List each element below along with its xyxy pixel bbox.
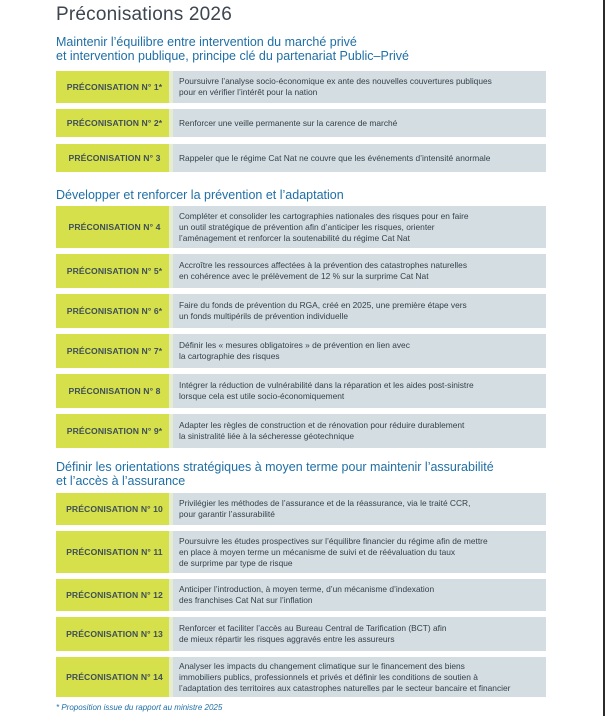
section-heading-3: Définir les orientations stratégiques à moyen terme pour maintenir l’assurabilité et l’accès à l’assurance [56,460,494,488]
recommendation-row-3 [56,144,546,172]
recommendation-label: PRÉCONISATION N° 8 [56,374,173,408]
recommendation-label: PRÉCONISATION N° 6* [56,294,173,328]
recommendation-row-10 [56,493,546,525]
recommendation-text-content: Faire du fonds de prévention du RGA, créé en 2025, une première étape vers un fonds multipérils de prévention individuelle [179,300,467,321]
recommendation-label: PRÉCONISATION N° 7* [56,334,173,368]
recommendation-row-6 [56,294,546,328]
recommendation-label: PRÉCONISATION N° 1* [56,71,173,103]
recommendation-text-content: Poursuivre l’analyse socio-économique ex ante des nouvelles couvertures publiques pour en vérifier l’intérêt pour la nation [179,76,492,97]
recommendation-text [173,493,546,525]
recommendation-text-content: Poursuivre les études prospectives sur l’équilibre financier du régime afin de mettre en place à moyen terme un mécanisme de suivi et de réévaluation du taux de surprime par type de risque [179,535,488,568]
recommendation-text-content: Rappeler que le régime Cat Nat ne couvre que les événements d’intensité anormale [179,152,491,163]
recommendation-text-content: Définir les « mesures obligatoires » de prévention en lien avec la cartographie des risques [179,340,410,361]
recommendation-text-content: Privilégier les méthodes de l’assurance et de la réassurance, via le traité CCR, pour garantir l’assurabilité [179,498,471,519]
recommendation-text [173,206,546,248]
recommendation-label: PRÉCONISATION N° 14 [56,657,173,697]
recommendation-row-14 [56,657,546,697]
footnote: * Proposition issue du rapport au ministre 2025 [56,703,223,712]
recommendation-label: PRÉCONISATION N° 4 [56,206,173,248]
recommendation-text-content: Analyser les impacts du changement climatique sur le financement des biens immobiliers publics, professionnels et privés et définir les conditions de soutien à l’adaptation des territoires aux catastrophes naturelles par le secteur bancaire et financier [179,660,511,693]
recommendation-row-4 [56,206,546,248]
recommendation-row-7 [56,334,546,368]
recommendation-text [173,374,546,408]
recommendation-text-content: Renforcer une veille permanente sur la carence de marché [179,117,398,128]
recommendation-row-2 [56,109,546,137]
recommendation-label: PRÉCONISATION N° 9* [56,414,173,448]
recommendation-text-content: Compléter et consolider les cartographies nationales des risques pour en faire un outil stratégique de prévention afin d’anticiper les risques, orienter l’aménagement et renforcer la soutenabilité du régime Cat Nat [179,210,469,243]
recommendation-row-13 [56,617,546,651]
recommendation-row-11 [56,531,546,573]
recommendation-label: PRÉCONISATION N° 5* [56,254,173,288]
recommendation-text [173,109,546,137]
recommendation-row-12 [56,579,546,611]
recommendation-text-content: Renforcer et faciliter l’accès au Bureau Central de Tarification (BCT) afin de mieux répartir les risques aggravés entre les assureurs [179,623,447,644]
recommendation-text-content: Adapter les règles de construction et de rénovation pour réduire durablement la sinistralité liée à la sécheresse géotechnique [179,420,465,441]
recommendation-text-content: Accroître les ressources affectées à la prévention des catastrophes naturelles en cohérence avec le prélèvement de 12 % sur la surprime Cat Nat [179,260,468,281]
recommendation-text [173,144,546,172]
recommendation-text [173,579,546,611]
recommendation-label: PRÉCONISATION N° 2* [56,109,173,137]
recommendation-text [173,294,546,328]
recommendation-row-5 [56,254,546,288]
recommendation-row-9 [56,414,546,448]
section-heading-1: Maintenir l’équilibre entre intervention du marché privé et intervention publique, principe clé du partenariat Public–Privé [56,35,409,63]
recommendation-text [173,334,546,368]
recommendation-label: PRÉCONISATION N° 11 [56,531,173,573]
recommendation-label: PRÉCONISATION N° 13 [56,617,173,651]
recommendation-label: PRÉCONISATION N° 12 [56,579,173,611]
recommendation-text [173,414,546,448]
recommendation-text-content: Intégrer la réduction de vulnérabilité dans la réparation et les aides post-sinistre lorsque cela est utile socio-économiquement [179,380,474,401]
recommendation-text [173,657,546,697]
recommendation-text [173,71,546,103]
recommendation-text [173,617,546,651]
recommendation-text-content: Anticiper l’introduction, à moyen terme, d’un mécanisme d’indexation des franchises Cat Nat sur l’inflation [179,584,435,605]
recommendation-row-1 [56,71,546,103]
recommendation-label: PRÉCONISATION N° 3 [56,144,173,172]
section-heading-2: Développer et renforcer la prévention et l’adaptation [56,188,344,202]
recommendation-text [173,531,546,573]
page-title: Préconisations 2026 [56,4,232,25]
recommendation-row-8 [56,374,546,408]
recommendation-text [173,254,546,288]
recommendation-label: PRÉCONISATION N° 10 [56,493,173,525]
